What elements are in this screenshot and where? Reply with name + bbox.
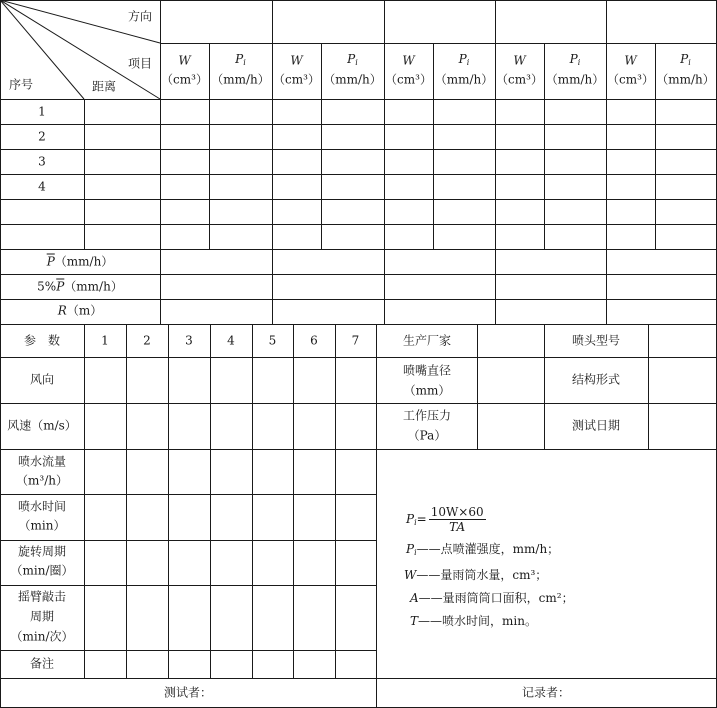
grid-line-v <box>210 324 211 679</box>
param-column-7: 7 <box>351 333 360 348</box>
grid-line-h <box>0 678 377 679</box>
pi-header-symbol <box>459 52 470 70</box>
grid-line-h <box>0 124 717 125</box>
params-label: 参 数 <box>23 333 61 348</box>
param-column-5: 5 <box>268 333 277 348</box>
grid-line-v <box>384 0 385 325</box>
grid-line-v <box>209 43 210 250</box>
formula-denominator: TA <box>449 520 466 534</box>
grid-line-v <box>126 324 127 679</box>
w-header-symbol: W <box>624 53 637 68</box>
grid-line-h <box>376 678 717 679</box>
flow-label-line2: （m³/h） <box>16 473 68 488</box>
grid-line-h <box>0 149 717 150</box>
w-header-unit: （cm³） <box>385 72 432 87</box>
w-header-unit: （cm³） <box>607 72 654 87</box>
definition-text: ——点喷灌强度，mm/h； <box>416 542 560 556</box>
definition-text: ——喷水时间，min。 <box>418 614 537 628</box>
pi-subscript: i <box>577 58 581 67</box>
seq-label: 序号 <box>8 77 34 92</box>
definition-symbol: T <box>410 614 419 628</box>
wind-direction-label: 风向 <box>29 372 55 387</box>
grid-line-v <box>252 324 253 679</box>
row-number: 1 <box>38 104 46 119</box>
w-header-unit: （cm³） <box>273 72 320 87</box>
formula-numerator: 10W×60 <box>430 505 484 519</box>
tester-label: 测试者： <box>163 685 213 700</box>
definition-text: ——量雨筒水量，cm³； <box>416 568 548 582</box>
grid-line-v <box>272 0 273 325</box>
grid-line-h <box>0 540 377 541</box>
param-column-6: 6 <box>310 333 318 348</box>
row-number: 2 <box>38 129 46 144</box>
definition-symbol: W <box>404 568 417 582</box>
pi-subscript: i <box>355 58 358 67</box>
structure-label: 结构形式 <box>571 372 621 387</box>
param-column-1: 1 <box>101 333 109 348</box>
grid-line-h <box>160 43 717 44</box>
grid-line-h <box>376 449 717 450</box>
spray-time-label-line2: （min） <box>18 518 66 533</box>
swing-label-line1: 摇臂敲击 <box>17 589 67 604</box>
rotation-label-line1: 旋转周期 <box>17 544 67 559</box>
w-header-symbol: W <box>402 53 415 68</box>
pi-symbol: P <box>680 52 689 66</box>
grid-line-v <box>0 324 1 708</box>
formula-definition <box>410 587 574 610</box>
param-column-3: 3 <box>185 333 193 348</box>
grid-line-v <box>84 99 85 250</box>
flow-label-line1: 喷水流量 <box>17 454 67 469</box>
grid-line-h <box>0 249 717 250</box>
pi-header-symbol <box>570 52 581 70</box>
formula-eq: = <box>416 512 427 526</box>
grid-line-h <box>0 403 377 404</box>
grid-line-h <box>0 274 717 275</box>
grid-line-v <box>293 324 294 679</box>
swing-label-line2: 周期 <box>29 609 55 624</box>
formula-definition <box>410 610 574 633</box>
pressure-line2: （Pa） <box>407 428 447 443</box>
pi-header-symbol <box>235 52 246 70</box>
pi-header-unit: （mm/h） <box>434 72 494 87</box>
direction-label: 方向 <box>127 9 153 24</box>
pi-subscript: i <box>466 58 470 67</box>
pi-header-unit: （mm/h） <box>323 72 382 87</box>
mean-p-symbol: $\overline{P}$ <box>46 254 55 269</box>
formula-block <box>396 505 574 633</box>
formula-equation <box>396 505 574 534</box>
grid-line-v <box>606 0 607 325</box>
pi-symbol: P <box>458 52 467 66</box>
p5-prefix: 5% <box>37 279 57 294</box>
p5-label <box>37 280 123 295</box>
grid-line-h <box>0 324 717 325</box>
grid-line-h <box>0 199 717 200</box>
grid-line-h <box>0 357 377 358</box>
row-number: 3 <box>38 154 46 169</box>
pi-symbol: P <box>347 52 356 66</box>
row-number: 4 <box>38 179 46 194</box>
grid-line-h <box>0 650 377 651</box>
definition-symbol: P <box>406 542 415 556</box>
pi-subscript: i <box>688 58 691 67</box>
pi-header-symbol <box>680 52 691 70</box>
formula-lhs-sub: i <box>414 518 417 527</box>
pressure-line1: 工作压力 <box>402 408 452 423</box>
grid-line-h <box>376 403 717 404</box>
wind-speed-label: 风速（m/s） <box>7 418 77 433</box>
definition-symbol: A <box>410 591 419 605</box>
p5-unit: （mm/h） <box>64 279 123 294</box>
mean-p-label <box>47 255 114 270</box>
formula-definition <box>406 538 574 564</box>
grid-line-v <box>376 324 377 708</box>
pi-symbol: P <box>235 52 244 66</box>
formula-fraction <box>429 505 486 534</box>
w-header-symbol: W <box>178 53 191 68</box>
pi-symbol: P <box>569 52 578 66</box>
grid-line-h <box>0 449 377 450</box>
grid-line-h <box>0 585 377 586</box>
rotation-label-line2: （min/圈） <box>10 563 74 578</box>
grid-line-h <box>0 299 717 300</box>
mean-p-unit: （mm/h） <box>54 254 114 269</box>
grid-line-v <box>648 324 649 450</box>
grid-line-v <box>477 324 478 450</box>
grid-line-v <box>321 43 322 250</box>
grid-line-h <box>0 224 717 225</box>
spray-time-label-line1: 喷水时间 <box>17 499 67 514</box>
pi-header-symbol <box>347 52 358 70</box>
p5-symbol: $\overline{P}$ <box>56 279 65 294</box>
definition-text: ——量雨筒筒口面积，cm²； <box>418 591 574 605</box>
test-date-label: 测试日期 <box>571 418 621 433</box>
w-header-unit: （cm³） <box>496 72 543 87</box>
definition-subscript: i <box>414 548 417 557</box>
pi-subscript: i <box>243 58 246 67</box>
grid-line-h <box>376 357 717 358</box>
w-header-symbol: W <box>290 53 303 68</box>
grid-line-v <box>335 324 336 679</box>
grid-line-h <box>0 494 377 495</box>
nozzle-model-label: 喷头型号 <box>571 333 621 348</box>
nozzle-diameter-line1: 喷嘴直径 <box>402 363 452 378</box>
r-unit: （m） <box>66 303 103 318</box>
grid-line-v <box>495 0 496 325</box>
item-label: 项目 <box>127 56 153 71</box>
r-symbol: R <box>57 303 67 318</box>
grid-line-v <box>84 324 85 679</box>
formula-lhs: P <box>406 512 415 526</box>
grid-line-v <box>168 324 169 679</box>
w-header-symbol: W <box>513 53 526 68</box>
pi-header-unit: （mm/h） <box>656 72 715 87</box>
formula-definition <box>404 564 574 587</box>
pi-header-unit: （mm/h） <box>545 72 605 87</box>
remarks-label: 备注 <box>29 656 55 671</box>
recorder-label: 记录者： <box>521 685 571 700</box>
grid-line-h <box>0 174 717 175</box>
distance-label: 距离 <box>91 79 117 94</box>
param-column-2: 2 <box>143 333 151 348</box>
pi-header-unit: （mm/h） <box>211 72 270 87</box>
swing-label-line3: （min/次） <box>10 629 74 644</box>
param-column-4: 4 <box>227 333 235 348</box>
w-header-unit: （cm³） <box>161 72 208 87</box>
grid-line-v <box>544 324 545 450</box>
nozzle-diameter-line2: （mm） <box>403 383 451 398</box>
r-label <box>58 304 102 319</box>
manufacturer-label: 生产厂家 <box>402 333 452 348</box>
